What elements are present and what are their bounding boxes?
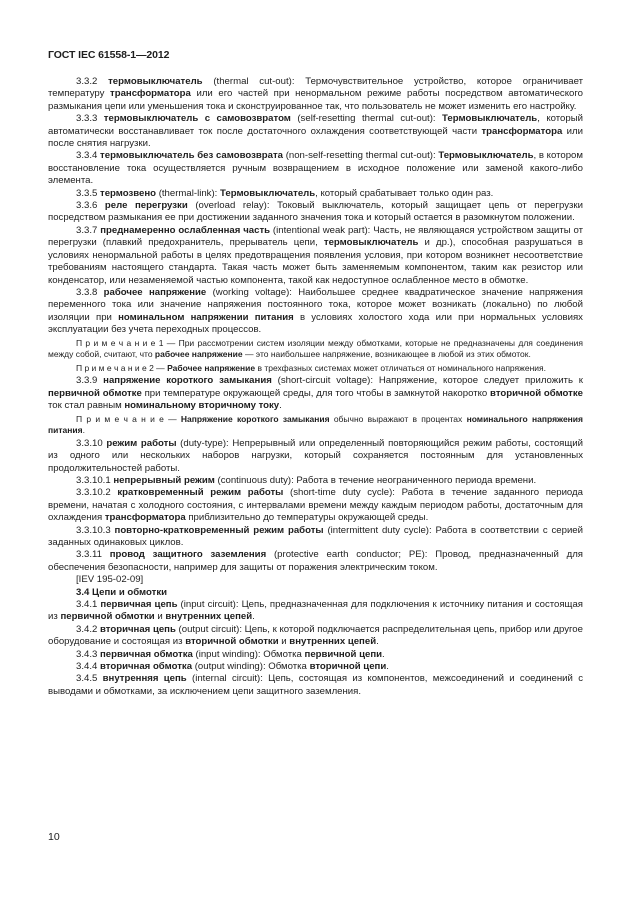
iev-reference: [48, 574, 583, 586]
text-run: 3.3.2: [76, 76, 109, 87]
text-run: и: [278, 636, 290, 648]
text-run: (continuous duty): Работа в течение неограниченного периода времени.: [214, 474, 537, 486]
bold-term: рабочее напряжение: [103, 286, 207, 298]
bold-term: термовыключатель: [323, 237, 419, 249]
text-run: , который срабатывает только один раз.: [315, 187, 494, 199]
text-run: .: [279, 400, 282, 412]
bold-term: первичной обмотке: [48, 387, 142, 399]
bold-term: вторичной цепи: [309, 661, 387, 673]
text-run: 3.3.7: [76, 224, 101, 236]
text-run: .: [382, 648, 385, 660]
bold-term: внутренних цепей: [165, 611, 253, 623]
text-run: 3.4 Цепи и обмотки: [76, 586, 168, 598]
bold-term: первичной обмотки: [60, 611, 155, 623]
text-run: 3.3.8: [76, 286, 104, 298]
bold-term: непрерывный режим: [113, 474, 215, 486]
bold-term: трансформатора: [110, 88, 191, 100]
text-run: (internal circuit): Цепь, состоящая из компонентов, межсоединений и соединений с выводами и обмотками, за исключением цепи защитного заземления.: [48, 673, 583, 697]
text-run: , в котором восстановление тока осуществляется ручным возвращением в исходное положение или заменой какого-либо элемента.: [48, 150, 583, 187]
text-run: .: [376, 636, 379, 648]
text-run: П р и м е ч а н и е —: [76, 413, 181, 424]
text-run: (output winding): Обмотка: [192, 661, 310, 673]
text-run: (duty-type): Непрерывный или определенный повторяющийся режим работы, состоящий из одного или нескольких наборов нагрузки, который сохраняется постоянным для установленных продолжительностей работы.: [48, 437, 583, 474]
term-3-3-9: [48, 375, 583, 412]
term-3-4-3: [48, 649, 583, 661]
text-run: П р и м е ч а н и е 1 — При рассмотрении систем изоляции между обмотками, которые не предназначены для соединения между собой, считают, что: [48, 337, 583, 360]
bold-term: рабочее напряжение: [154, 349, 243, 360]
term-3-3-8: [48, 287, 583, 337]
term-3-3-5: [48, 188, 583, 200]
text-run: 3.4.4: [76, 661, 101, 673]
text-run: 3.3.10.2: [76, 487, 118, 499]
bold-term: режим работы: [106, 437, 177, 449]
text-run: (thermal cut-out): Термочувствительное устройство, которое ограничивает температуру: [48, 76, 583, 100]
text-run: 3.4.3: [76, 648, 101, 660]
bold-term: термозвено: [100, 187, 157, 199]
note-1: [48, 337, 583, 362]
text-run: 3.3.10.3: [76, 524, 115, 536]
bold-term: номинальному вторичному току: [124, 400, 280, 412]
text-run: , который автоматически восстанавливает ток после достаточного охлаждения соответствующей части: [48, 113, 583, 137]
bold-term: Рабочее напряжение: [167, 362, 256, 373]
text-run: .: [386, 661, 389, 673]
bold-term: Термовыключатель: [442, 113, 538, 125]
text-run: (overload relay): Токовый выключатель, который защищает цепь от перегрузки посредством размыкания ее при достижении заданного значения тока и который остается в разомкнутом положении.: [48, 200, 583, 224]
document-body: [48, 76, 583, 698]
term-3-4-2: [48, 624, 583, 649]
text-run: (intermittent duty cycle): Работа в соответствии с серией заданных одинаковых циклов.: [48, 524, 584, 548]
text-run: (intentional weak part): Часть, не являющаяся устройством защиты от перегрузки (плавкий предохранитель, прерыватель цепи,: [48, 224, 583, 249]
text-run: 3.3.3: [76, 113, 104, 125]
text-run: (thermal-link):: [156, 187, 220, 199]
text-run: в трехфазных системах может отличаться от номинального напряжения.: [255, 362, 546, 373]
bold-term: преднамеренно ослабленная часть: [100, 224, 271, 236]
text-run: .: [252, 611, 255, 623]
term-3-4-1: [48, 599, 583, 624]
term-3-3-7: [48, 225, 583, 287]
bold-term: термовыключатель без самовозврата: [100, 150, 283, 162]
term-3-3-10-1: [48, 475, 583, 487]
text-run: обычно выражают в процентах: [329, 413, 467, 424]
page-number: 10: [48, 831, 60, 843]
bold-term: Термовыключатель: [438, 150, 534, 162]
text-run: — это наибольшее напряжение, возникающее в любой из этих обмоток.: [242, 349, 531, 360]
section-heading-3-4: [48, 587, 583, 599]
text-run: 3.3.9: [76, 375, 104, 387]
text-run: в условиях холостого хода или при нормальных условиях эксплуатации без учета переходных процессов.: [48, 311, 583, 336]
text-run: ток стал равным: [48, 400, 125, 412]
bold-term: термовыключатель: [108, 76, 203, 87]
term-3-3-6: [48, 200, 583, 225]
bold-term: повторно-кратковременный режим работы: [114, 524, 324, 536]
term-3-4-4: [48, 661, 583, 673]
term-3-3-2: [48, 76, 583, 113]
text-run: и: [154, 611, 166, 623]
text-run: 3.4.2: [76, 623, 101, 635]
bold-term: номинального напряжения питания: [48, 413, 583, 436]
bold-term: вторичная обмотка: [100, 661, 193, 673]
text-run: 3.3.6: [76, 200, 105, 212]
bold-term: вторичной обмотки: [185, 636, 279, 648]
term-3-3-11: [48, 549, 583, 574]
bold-term: первичная обмотка: [100, 648, 193, 660]
bold-term: термовыключатель с самовозвратом: [103, 113, 291, 125]
term-3-3-4: [48, 150, 583, 187]
text-run: (input circuit): Цепь, предназначенная для подключения к источнику питания и состоящая из: [48, 599, 583, 623]
text-run: 3.3.4: [76, 150, 101, 162]
text-run: 3.3.10.1: [76, 474, 114, 486]
bold-term: внутренняя цепь: [102, 673, 187, 685]
bold-term: первичная цепь: [100, 599, 178, 610]
text-run: .: [82, 425, 85, 436]
text-run: 3.3.5: [76, 187, 101, 199]
text-run: [IEV 195-02-09]: [76, 574, 144, 586]
text-run: (non-self-resetting thermal cut-out):: [282, 150, 439, 162]
bold-term: трансформатора: [481, 125, 563, 137]
text-run: (working voltage): Наибольшее среднее квадратическое значение напряжения переменного тока или значение напряжения постоянного тока, которое может возникать (локально) по любой изоляции при: [48, 286, 583, 323]
text-run: и др.), способная разрушаться в условиях ненормальной работы в целях предотвращения появления условия, при котором возникнет несоответствие требованиям настоящего стандарта. Такая часть может быть заменяемым компонентом, таким как резистор или конденсатор, или незаменяемой частью компонента, такой как недоступное ослабленное место в обмотке.: [48, 237, 583, 286]
bold-term: вторичная цепь: [100, 623, 176, 635]
note-3: [48, 413, 583, 438]
text-run: (protective earth conductor; PE): Провод, предназначенный для обеспечения безопасности, например для защиты от поражения электрическим током.: [48, 549, 583, 573]
term-3-3-3: [48, 113, 583, 150]
bold-term: Напряжение короткого замыкания: [180, 413, 330, 424]
text-run: П р и м е ч а н и е 2 —: [76, 362, 168, 373]
text-run: (short-circuit voltage): Напряжение, которое следует приложить к: [271, 375, 583, 387]
bold-term: реле перегрузки: [104, 200, 188, 212]
term-3-3-10: [48, 438, 583, 475]
text-run: (self-resetting thermal cut-out):: [290, 113, 443, 125]
bold-term: Термовыключатель: [220, 187, 316, 199]
bold-term: кратковременный режим работы: [117, 487, 284, 499]
note-2: [48, 362, 583, 376]
document-header: ГОСТ IEC 61558-1—2012: [48, 49, 170, 61]
bold-term: провод защитного заземления: [109, 549, 267, 561]
text-run: 3.4.1: [76, 599, 101, 610]
text-run: приблизительно до температуры окружающей среды.: [185, 512, 429, 524]
bold-term: вторичной обмотке: [490, 387, 584, 399]
text-run: 3.4.5: [76, 673, 103, 685]
text-run: (output circuit): Цепь, к которой подключается распределительная цепь, прибор или другое оборудование и состоящая из: [48, 623, 583, 648]
text-run: 3.3.10: [76, 437, 107, 449]
bold-term: напряжение короткого замыкания: [103, 375, 272, 387]
term-3-3-10-2: [48, 487, 583, 524]
bold-term: первичной цепи: [304, 648, 383, 660]
text-run: 3.3.11: [76, 549, 110, 561]
bold-term: внутренних цепей: [289, 636, 377, 648]
term-3-4-5: [48, 673, 583, 698]
text-run: при температуре окружающей среды, для того чтобы в замкнутой накоротко: [141, 387, 491, 399]
text-run: (input winding): Обмотка: [192, 648, 305, 660]
text-run: или его частей при ненормальном режиме работы посредством автоматического размыкания цепи или уменьшения тока и сконструированное так, что пользователь не может изменить его настройку.: [48, 88, 583, 112]
text-run: (short-time duty cycle): Работа в течение заданного периода времени, начатая с холодного состояния, с интервалами времени между каждым периодом работы, достаточным для охлаждения: [48, 487, 583, 524]
bold-term: номинальном напряжении питания: [118, 311, 294, 323]
text-run: или после снятия нагрузки.: [48, 125, 583, 150]
bold-term: трансформатора: [104, 512, 186, 524]
term-3-3-10-3: [48, 525, 583, 550]
